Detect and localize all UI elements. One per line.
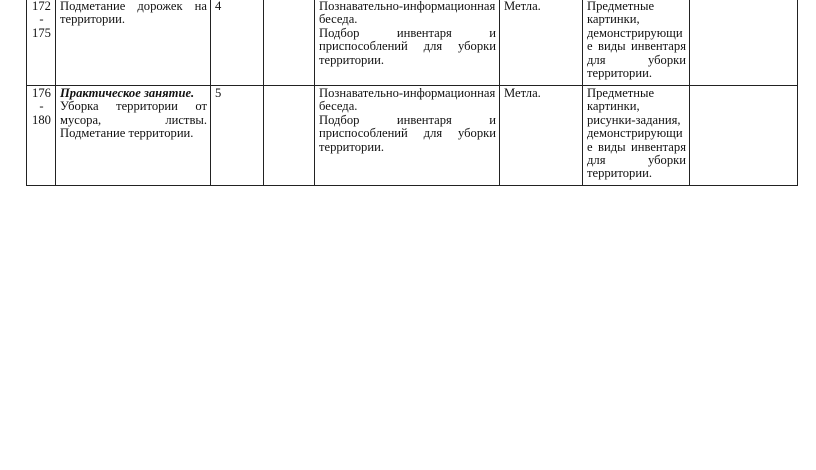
table-row [27,0,798,86]
lesson-methods: Познавательно-информационная беседа. Подбор инвентаря и приспособлений для уборки территории. [315,0,500,86]
lesson-topic: Практическое занятие. Уборка территории от мусора, листвы. Подметание территории. [56,86,211,186]
lesson-number: 176 - 180 [27,86,56,186]
lesson-hours: 5 [211,86,264,186]
lesson-plan-table [26,0,798,186]
lesson-equipment: Метла. [500,86,583,186]
lesson-visual-aids: Предметные картинки, рисунки-задания, демонстрирующи е виды инвентаря для уборки территории. [583,86,690,186]
lesson-methods: Познавательно-информационная беседа. Подбор инвентаря и приспособлений для уборки территории. [315,86,500,186]
empty-cell [690,0,798,86]
table-row [27,86,798,186]
lesson-topic-title: Практическое занятие. [60,86,195,100]
lesson-number: 172 - 175 [27,0,56,86]
empty-cell [690,86,798,186]
lesson-hours: 4 [211,0,264,86]
empty-cell [264,86,315,186]
empty-cell [264,0,315,86]
lesson-topic: Подметание дорожек на территории. [56,0,211,86]
lesson-equipment: Метла. [500,0,583,86]
lesson-visual-aids: Предметные картинки, демонстрирующи е виды инвентаря для уборки территории. [583,0,690,86]
